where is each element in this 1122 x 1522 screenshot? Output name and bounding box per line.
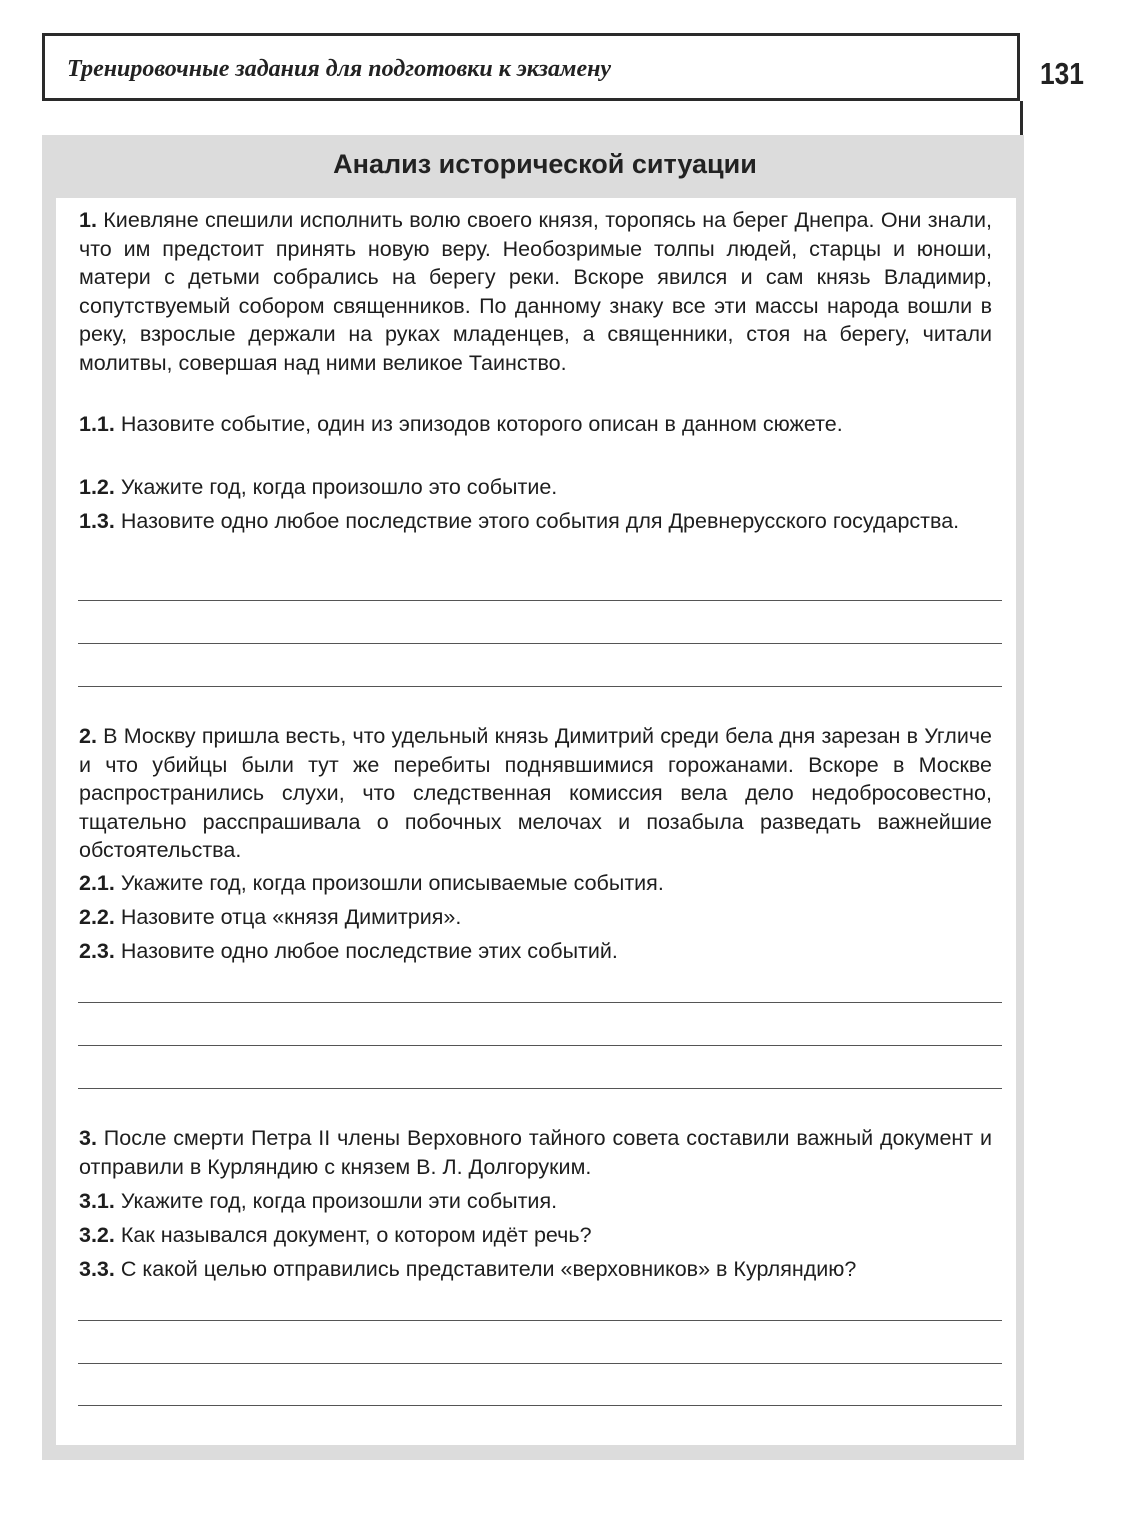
question-1-1-text: Назовите событие, один из эпизодов которого описан в данном сюжете. (120, 412, 843, 436)
task-1-text (79, 206, 992, 377)
header-box (42, 33, 1020, 101)
question-2-2-text: Назовите отца «князя Димитрия». (120, 905, 462, 929)
question-1-3-text: Назовите одно любое последствие этого события для Древнерусского государства. (120, 509, 960, 533)
task-3-body: После смерти Петра II члены Верховного тайного совета составили важный документ и отправили в Курляндию с князем В. Л. Долгоруким. (79, 1126, 992, 1179)
question-2-3-text: Назовите одно любое последствие этих событий. (120, 939, 618, 963)
answer-line[interactable] (78, 686, 1002, 687)
header-title: Тренировочные задания для подготовки к экзамену (67, 56, 612, 82)
answer-line[interactable] (78, 600, 1002, 601)
answer-line[interactable] (78, 643, 1002, 644)
question-2-1-number: 2.1. (79, 871, 115, 895)
question-3-2 (79, 1221, 992, 1250)
question-1-2-text: Укажите год, когда произошло это событие. (120, 475, 558, 499)
question-1-2 (79, 473, 992, 502)
question-3-1-text: Укажите год, когда произошли эти события. (120, 1189, 558, 1213)
page-edge-line (1020, 101, 1023, 135)
task-2-body: В Москву пришла весть, что удельный князь Димитрий среди бела дня зарезан в Угличе и что убийцы были тут же перебиты поднявшимися горожанами. Вскоре в Москве распространились слухи, что следственная комиссия вела дело недобросовестно, тщательно расспрашивала о побочных мелочах и позабыла разведать важнейшие обстоятельства. (79, 724, 992, 862)
answer-line[interactable] (78, 1045, 1002, 1046)
question-1-1 (79, 410, 992, 439)
question-2-1 (79, 869, 992, 898)
question-1-2-number: 1.2. (79, 475, 115, 499)
question-3-3 (79, 1255, 992, 1284)
answer-line[interactable] (78, 1002, 1002, 1003)
task-1-number: 1. (79, 208, 97, 232)
section-title: Анализ исторической ситуации (333, 149, 757, 179)
question-3-2-number: 3.2. (79, 1223, 115, 1247)
question-2-2 (79, 903, 992, 932)
question-3-3-text: С какой целью отправились представители «верховников» в Курляндию? (120, 1257, 857, 1281)
question-1-3 (79, 507, 992, 536)
answer-line[interactable] (78, 1088, 1002, 1089)
answer-line[interactable] (78, 1405, 1002, 1406)
question-1-1-number: 1.1. (79, 412, 115, 436)
question-3-1 (79, 1187, 992, 1216)
answer-line[interactable] (78, 1320, 1002, 1321)
answer-line[interactable] (78, 1363, 1002, 1364)
question-2-3 (79, 937, 992, 966)
question-2-1-text: Укажите год, когда произошли описываемые события. (120, 871, 664, 895)
question-3-1-number: 3.1. (79, 1189, 115, 1213)
task-3-text (79, 1124, 992, 1181)
task-2-text (79, 722, 992, 865)
question-2-3-number: 2.3. (79, 939, 115, 963)
question-3-3-number: 3.3. (79, 1257, 115, 1281)
task-3-number: 3. (79, 1126, 97, 1150)
task-1-body: Киевляне спешили исполнить волю своего князя, торопясь на берег Днепра. Они знали, что им предстоит принять новую веру. Необозримые толпы людей, старцы и юноши, матери с детьми собрались на берегу реки. Вскоре явился и сам князь Владимир, сопутствуемый собором священников. По данному знаку все эти массы народа вошли в реку, взрослые держали на руках младенцев, а священники, стоя на берегу, читали молитвы, совершая над ними великое Таинство. (79, 208, 992, 375)
question-3-2-text: Как назывался документ, о котором идёт речь? (120, 1223, 592, 1247)
question-2-2-number: 2.2. (79, 905, 115, 929)
question-1-3-number: 1.3. (79, 509, 115, 533)
task-2-number: 2. (79, 724, 97, 748)
page-number: 131 (1040, 56, 1084, 91)
